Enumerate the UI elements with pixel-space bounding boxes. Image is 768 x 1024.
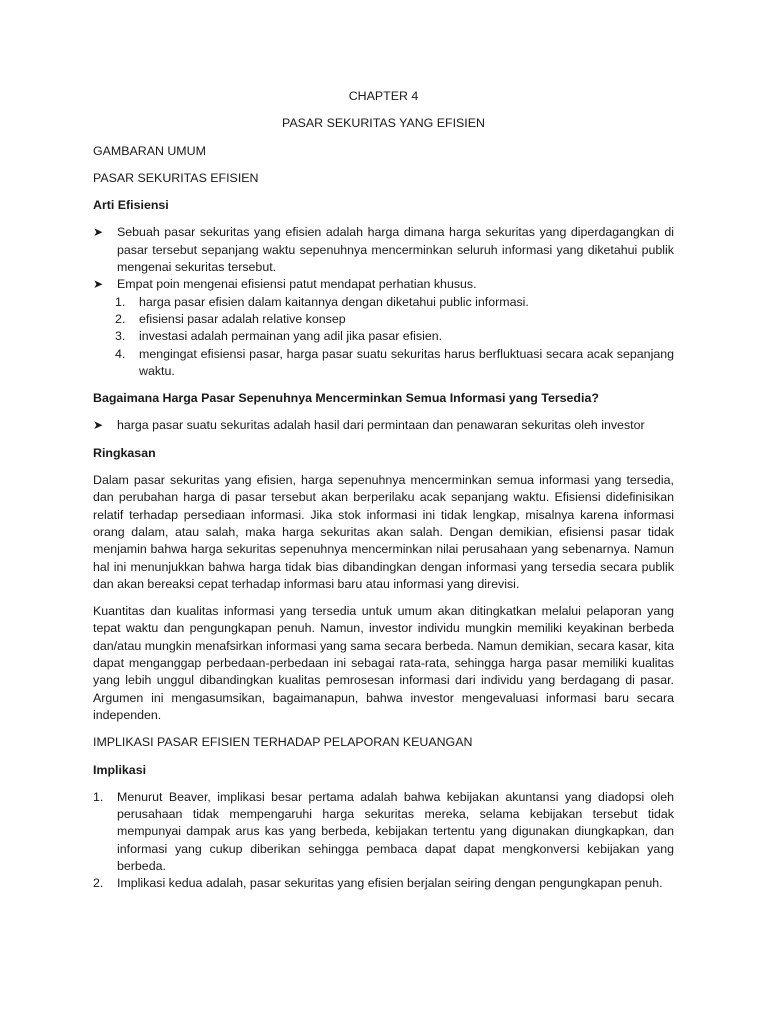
summary-paragraph-2: Kuantitas dan kualitas informasi yang tersedia untuk umum akan ditingkatkan melalui pelaporan yang tepat waktu dan pengungkapan penuh. Namun, investor individu mungkin memiliki keyakinan berbeda dan/atau mungkin menafsirkan informasi yang sama secara berbeda. Namun demikian, secara kasar, kita dapat menganggap perbedaan-perbedaan ini sebagai rata-rata, sehingga harga pasar memiliki kualitas yang lebih unggul dibandingkan kualitas pemrosesan informasi dari individu yang berdagang di pasar. Argumen ini mengasumsikan, bagaimanapun, bahwa investor mengevaluasi informasi baru secara independen. <box>93 604 674 722</box>
item-text: investasi adalah permainan yang adil jika pasar efisien. <box>139 329 443 344</box>
item-text: Menurut Beaver, implikasi besar pertama adalah bahwa kebijakan akuntansi yang diadopsi oleh perusahaan tidak mempengaruhi harga sekuritas mereka, selama kebijakan tersebut tidak mempunyai dampak arus kas yang berbeda, kebijakan tertentu yang digunakan diungkapkan, dan informasi yang cukup diberikan sehingga pembaca dapat dapat mengkonversi kebijakan yang berbeda. <box>117 789 674 873</box>
item-number: 1. <box>93 789 104 804</box>
list-item <box>93 328 674 345</box>
arrow-bullet-icon: ➤ <box>93 277 104 292</box>
item-text: efisiensi pasar adalah relative konsep <box>139 311 346 326</box>
list-item <box>93 276 674 380</box>
item-number: 1. <box>115 294 126 309</box>
subheading-question: Bagaimana Harga Pasar Sepenuhnya Mencerminkan Semua Informasi yang Tersedia? <box>93 391 599 406</box>
subheading-arti-efisiensi: Arti Efisiensi <box>93 198 169 213</box>
item-text: Implikasi kedua adalah, pasar sekuritas yang efisien berjalan seiring dengan pengungkapan penuh. <box>117 876 663 891</box>
item-number: 3. <box>115 329 126 344</box>
section-heading-implications: IMPLIKASI PASAR EFISIEN TERHADAP PELAPORAN KEUANGAN <box>93 735 473 750</box>
section-heading-overview: GAMBARAN UMUM <box>93 143 206 158</box>
chapter-heading: CHAPTER 4 <box>348 89 419 103</box>
item-text: mengingat efisiensi pasar, harga pasar suatu sekuritas harus berfluktuasi secara acak sepanjang waktu. <box>139 346 674 378</box>
list-item <box>93 875 674 892</box>
arrow-bullet-icon: ➤ <box>93 225 104 240</box>
list-item <box>93 346 674 381</box>
efficiency-points-list <box>93 294 674 380</box>
item-number: 2. <box>93 876 104 891</box>
subheading-ringkasan: Ringkasan <box>93 445 156 460</box>
item-number: 4. <box>115 346 126 361</box>
bullet-text: harga pasar suatu sekuritas adalah hasil dari permintaan dan penawaran sekuritas oleh investor <box>117 418 645 433</box>
list-item <box>93 789 674 875</box>
summary-paragraph-1: Dalam pasar sekuritas yang efisien, harga sepenuhnya mencerminkan semua informasi yang tersedia, dan perubahan harga di pasar tersebut akan berperilaku acak sepanjang waktu. Efisiensi didefinisikan relatif terhadap persediaan informasi. Jika stok informasi ini tidak lengkap, misalnya karena informasi orang dalam, atau salah, maka harga sekuritas akan salah. Dengan demikian, efisiensi pasar tidak menjamin bahwa harga sekuritas sepenuhnya mencerminkan nilai perusahaan yang sebenarnya. Namun hal ini menunjukkan bahwa harga tidak bias dibandingkan dengan informasi yang tersedia secara publik dan akan bereaksi cepat terhadap informasi baru atau informasi yang direvisi. <box>93 473 674 591</box>
item-number: 2. <box>115 311 126 326</box>
implications-list <box>93 789 674 893</box>
bullet-text: Empat poin mengenai efisiensi patut mendapat perhatian khusus. <box>117 277 477 292</box>
list-item <box>93 224 674 276</box>
list-item <box>93 294 674 311</box>
section-heading-efficient-market: PASAR SEKURITAS EFISIEN <box>93 170 259 185</box>
question-bullet-list <box>93 417 674 434</box>
bullet-text: Sebuah pasar sekuritas yang efisien adalah harga dimana harga sekuritas yang diperdagangkan di pasar tersebut sepanjang waktu sepenuhnya mencerminkan seluruh informasi yang diketahui publik mengenai sekuritas tersebut. <box>117 225 674 275</box>
subheading-implikasi: Implikasi <box>93 762 147 777</box>
list-item <box>93 417 674 434</box>
arti-bullet-list <box>93 224 674 380</box>
chapter-title: PASAR SEKURITAS YANG EFISIEN <box>282 116 485 131</box>
item-text: harga pasar efisien dalam kaitannya dengan diketahui public informasi. <box>139 294 529 309</box>
list-item <box>93 311 674 328</box>
arrow-bullet-icon: ➤ <box>93 418 104 433</box>
